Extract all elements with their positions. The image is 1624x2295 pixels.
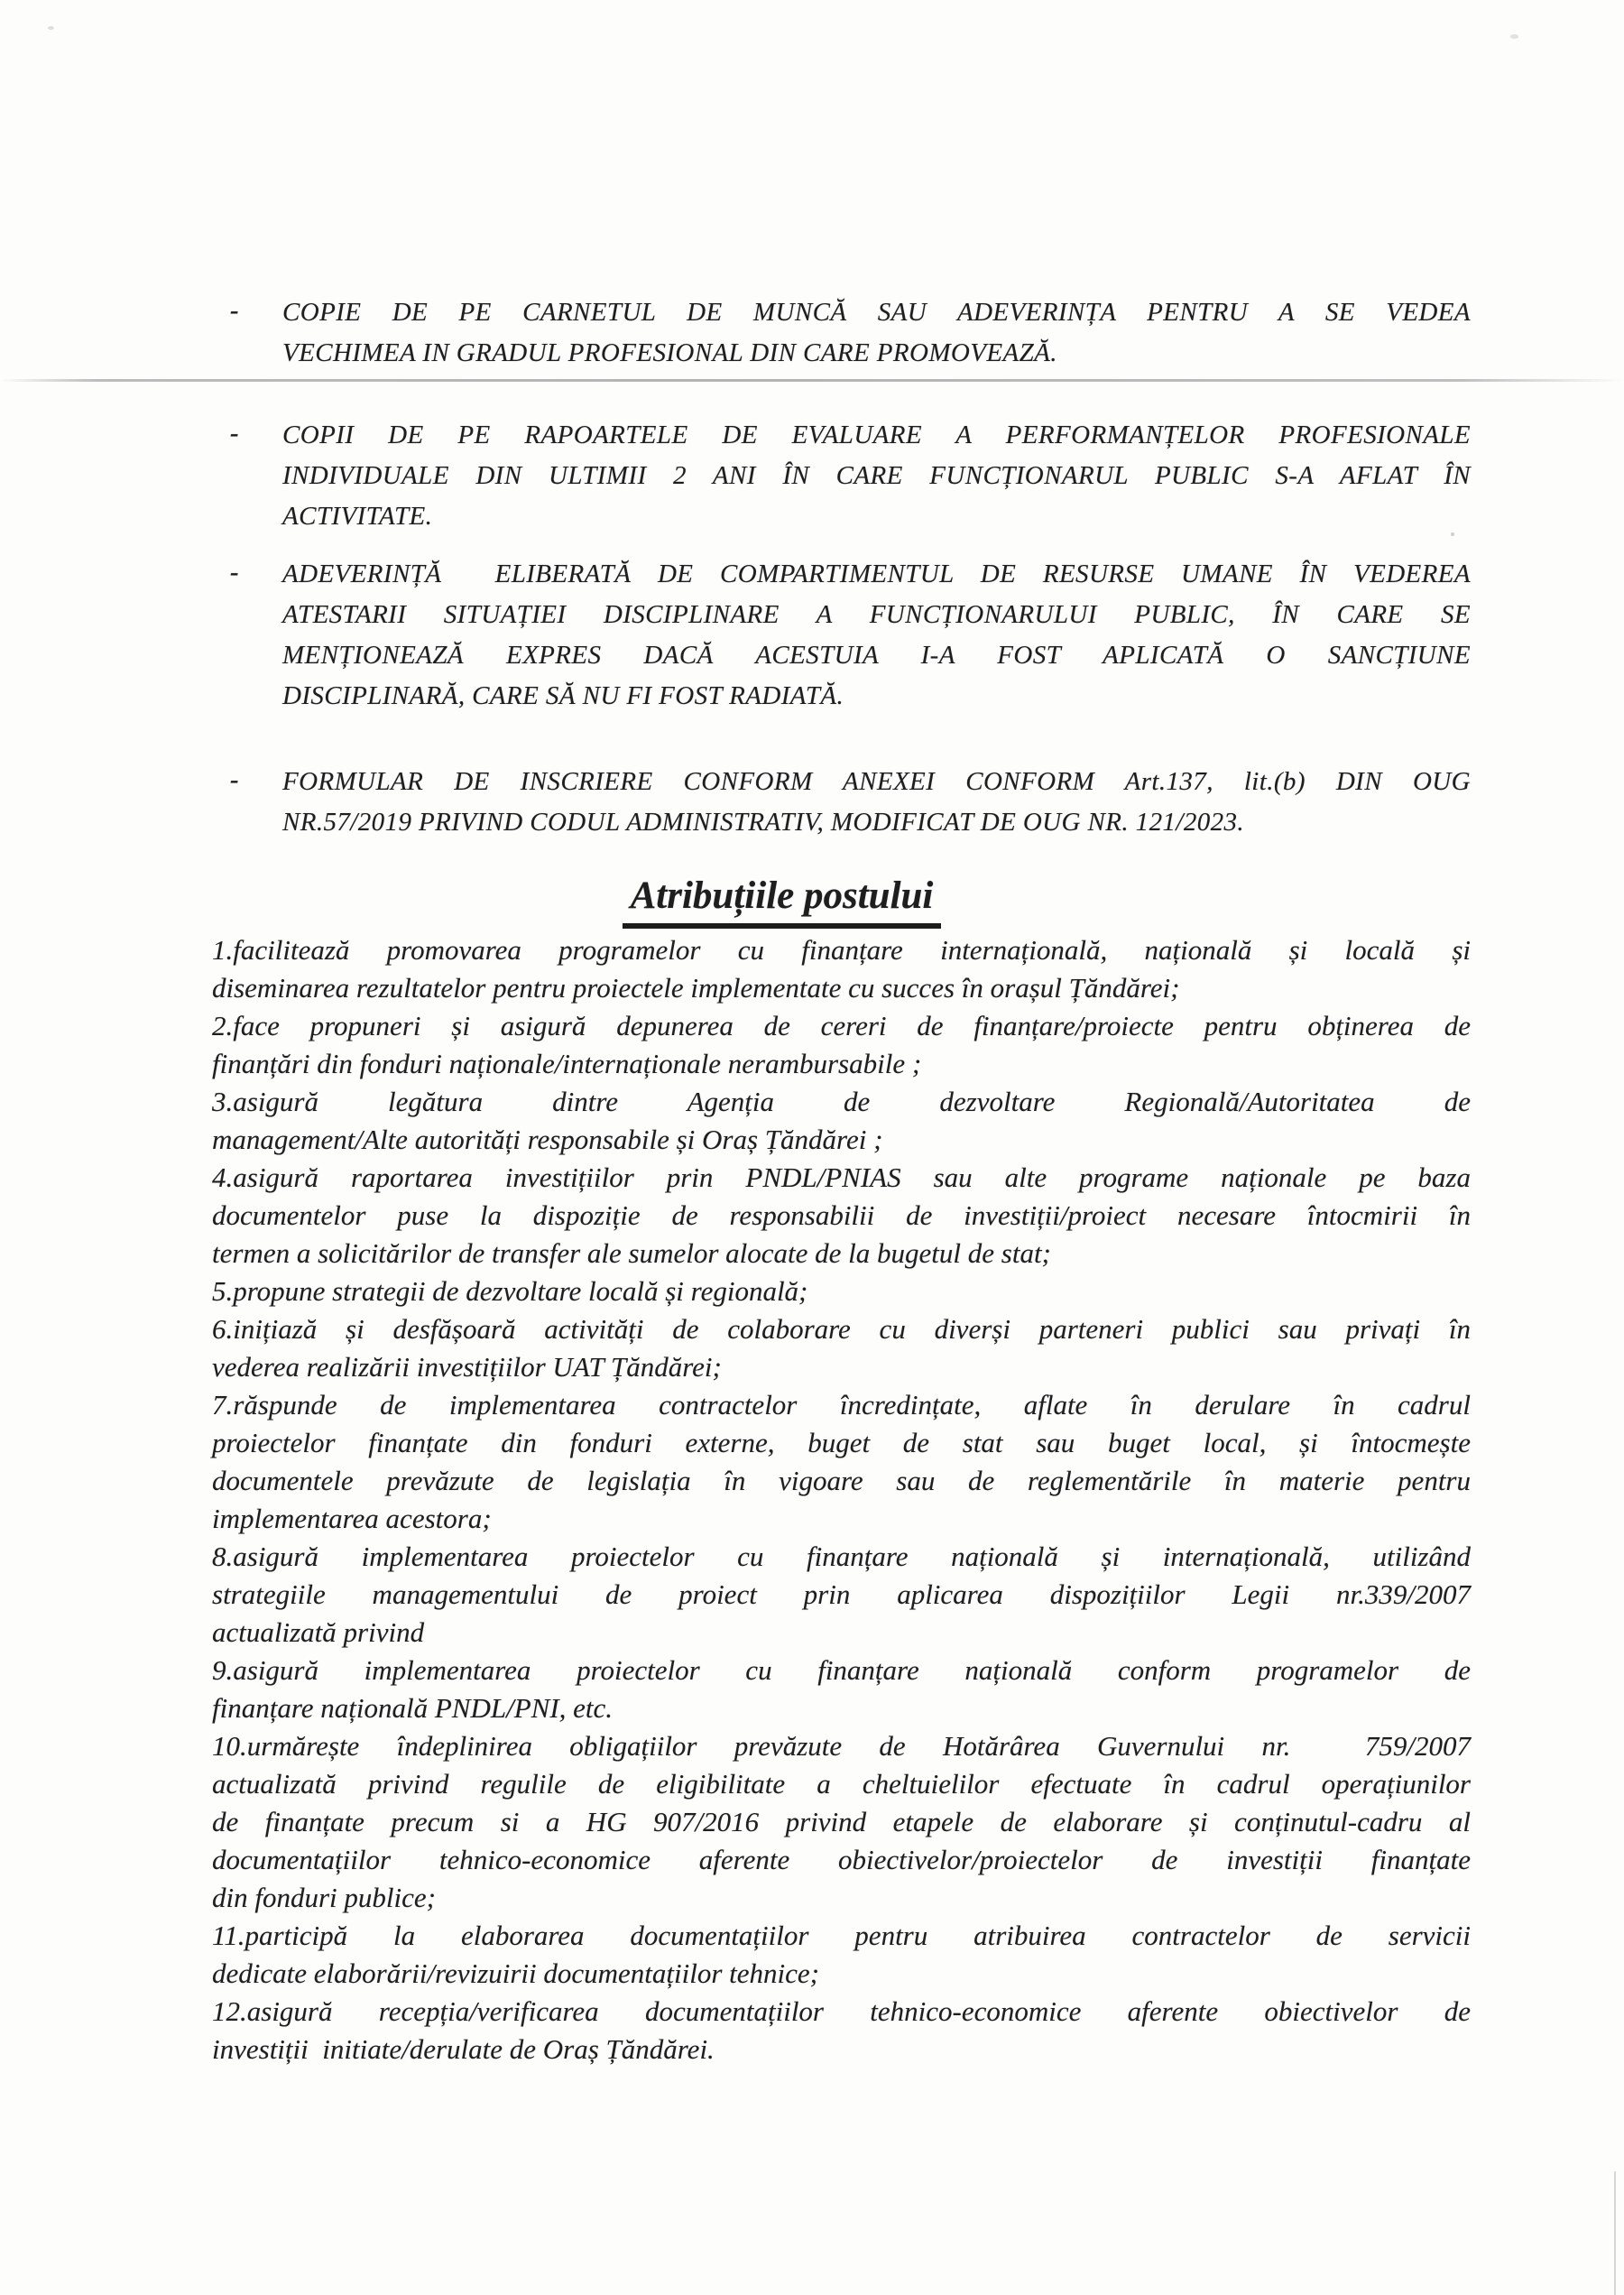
list-item [212, 1159, 1471, 1272]
text-line: termen a solicitărilor de transfer ale sumelor alocate de la bugetul de stat; [212, 1237, 1051, 1269]
list-item-text [282, 554, 1471, 717]
text-line: VECHIMEA IN GRADUL PROFESIONAL DIN CARE PROMOVEAZĂ. [282, 338, 1057, 367]
text-line: COPII DE PE RAPOARTELE DE EVALUARE A PERFORMANȚELOR PROFESIONALE [282, 421, 1471, 449]
text-line: 11.participă la elaborarea documentațiilor pentru atribuirea contractelor de servicii [212, 1920, 1471, 1951]
dash-bullet-marker: - [230, 765, 240, 794]
list-item [212, 1310, 1471, 1386]
list-item-text [282, 762, 1471, 843]
text-line: 1.facilitează promovarea programelor cu finanțare internațională, națională și locală și [212, 934, 1471, 966]
list-item [230, 415, 1471, 537]
text-line: 6.inițiază și desfășoară activități de colaborare cu diverși parteneri publici sau privați în [212, 1313, 1471, 1345]
list-item [212, 1007, 1471, 1083]
text-line: documentele prevăzute de legislația în vigoare sau de reglementările în materie pentru [212, 1465, 1471, 1496]
text-line: 10.urmărește îndeplinirea obligațiilor prevăzute de Hotărârea Guvernului nr. 759/2007 [212, 1730, 1471, 1762]
text-line: 2.face propuneri și asigură depunerea de cereri de finanțare/proiecte pentru obținerea de [212, 1010, 1471, 1041]
text-line: din fonduri publice; [212, 1882, 436, 1913]
text-line: DISCIPLINARĂ, CARE SĂ NU FI FOST RADIATĂ. [282, 681, 844, 710]
list-item-text [212, 1272, 1471, 1310]
list-item-text [212, 1007, 1471, 1083]
text-line: strategiile managementului de proiect prin aplicarea dispozițiilor Legii nr.339/2007 [212, 1578, 1471, 1610]
text-line: 12.asigură recepția/verificarea documentațiilor tehnico-economice aferente obiectivelor de [212, 1995, 1471, 2027]
dash-bullet-marker: - [230, 296, 240, 325]
text-line: 9.asigură implementarea proiectelor cu finanțare națională conform programelor de [212, 1654, 1471, 1686]
list-item [212, 1083, 1471, 1159]
text-line: MENȚIONEAZĂ EXPRES DACĂ ACESTUIA I-A FOST APLICATĂ O SANCȚIUNE [282, 641, 1471, 670]
text-line: INDIVIDUALE DIN ULTIMII 2 ANI ÎN CARE FUNCȚIONARUL PUBLIC S-A AFLAT ÎN [282, 461, 1471, 490]
dash-bullet-marker: - [230, 558, 240, 587]
list-item [230, 762, 1471, 843]
text-line: finanțări din fonduri naționale/internaționale nerambursabile ; [212, 1048, 922, 1079]
list-item [212, 1652, 1471, 1727]
list-item-text [212, 1993, 1471, 2068]
text-line: ADEVERINȚĂ ELIBERATĂ DE COMPARTIMENTUL DE RESURSE UMANE ÎN VEDEREA [282, 560, 1471, 588]
text-line: 4.asigură raportarea investițiilor prin PNDL/PNIAS sau alte programe naționale pe baza [212, 1161, 1471, 1193]
text-line: documentelor puse la dispoziție de responsabilii de investiții/proiect necesare întocmirii în [212, 1199, 1471, 1231]
text-line: ATESTARII SITUAȚIEI DISCIPLINARE A FUNCȚIONARULUI PUBLIC, ÎN CARE SE [282, 600, 1471, 629]
text-line: ACTIVITATE. [282, 502, 433, 531]
text-line: dedicate elaborării/revizuirii documentațiilor tehnice; [212, 1957, 819, 1989]
list-item-text [212, 1159, 1471, 1272]
list-item-text [212, 1727, 1471, 1917]
text-line: proiectelor finanțate din fonduri externe, buget de stat sau buget local, și întocmește [212, 1427, 1471, 1458]
list-item-text [282, 415, 1471, 537]
text-line: 5.propune strategii de dezvoltare locală și regională; [212, 1275, 808, 1307]
section-heading-row [212, 874, 1471, 929]
text-line: NR.57/2019 PRIVIND CODUL ADMINISTRATIV, MODIFICAT DE OUG NR. 121/2023. [282, 808, 1245, 837]
list-item-text [212, 1083, 1471, 1159]
text-line: 3.asigură legătura dintre Agenția de dezvoltare Regională/Autoritatea de [212, 1086, 1471, 1117]
text-line: 8.asigură implementarea proiectelor cu finanțare națională și internațională, utilizând [212, 1541, 1471, 1572]
text-line: finanțare națională PNDL/PNI, etc. [212, 1692, 614, 1724]
list-item [212, 1538, 1471, 1652]
list-item [212, 1727, 1471, 1917]
requirements-list [230, 292, 1471, 843]
text-line: implementarea acestora; [212, 1503, 492, 1534]
list-item-text [212, 1538, 1471, 1652]
list-item-text [212, 931, 1471, 1007]
scan-separator-line [0, 379, 1624, 382]
text-line: management/Alte autorități responsabile și Oraș Țăndărei ; [212, 1124, 883, 1155]
text-line: COPIE DE PE CARNETUL DE MUNCĂ SAU ADEVERINȚA PENTRU A SE VEDEA [282, 298, 1471, 327]
list-item [230, 554, 1471, 717]
text-line: 7.răspunde de implementarea contractelor încredințate, aflate în derulare în cadrul [212, 1389, 1471, 1420]
text-line: investiții initiate/derulate de Oraș Țăndărei. [212, 2033, 715, 2065]
list-item-text [212, 1917, 1471, 1993]
list-item-text [282, 292, 1471, 374]
duties-list [212, 931, 1471, 2068]
text-line: actualizată privind regulile de eligibilitate a cheltuielilor efectuate în cadrul operațiunilor [212, 1768, 1471, 1800]
list-item-text [212, 1310, 1471, 1386]
text-line: documentațiilor tehnico-economice aferente obiectivelor/proiectelor de investiții finanțate [212, 1844, 1471, 1875]
list-item-text [212, 1652, 1471, 1727]
list-item [212, 1993, 1471, 2068]
text-line: diseminarea rezultatelor pentru proiectele implementate cu succes în orașul Țăndărei; [212, 972, 1180, 1004]
text-line: actualizată privind [212, 1616, 425, 1648]
dash-bullet-marker: - [230, 419, 240, 448]
list-item [212, 931, 1471, 1007]
text-line: vederea realizării investițiilor UAT Țăndărei; [212, 1351, 722, 1383]
list-item [212, 1386, 1471, 1538]
list-item-text [212, 1386, 1471, 1538]
text-line: FORMULAR DE INSCRIERE CONFORM ANEXEI CONFORM Art.137, lit.(b) DIN OUG [282, 767, 1471, 796]
list-item [230, 292, 1471, 374]
text-line: de finanțate precum si a HG 907/2016 privind etapele de elaborare și conținutul-cadru al [212, 1806, 1471, 1837]
scan-speck [1510, 34, 1518, 39]
list-item [212, 1917, 1471, 1993]
scan-edge-line [1614, 2171, 1616, 2295]
section-title: Atribuțiile postului [623, 874, 942, 929]
list-item [212, 1272, 1471, 1310]
scan-speck [48, 26, 54, 30]
